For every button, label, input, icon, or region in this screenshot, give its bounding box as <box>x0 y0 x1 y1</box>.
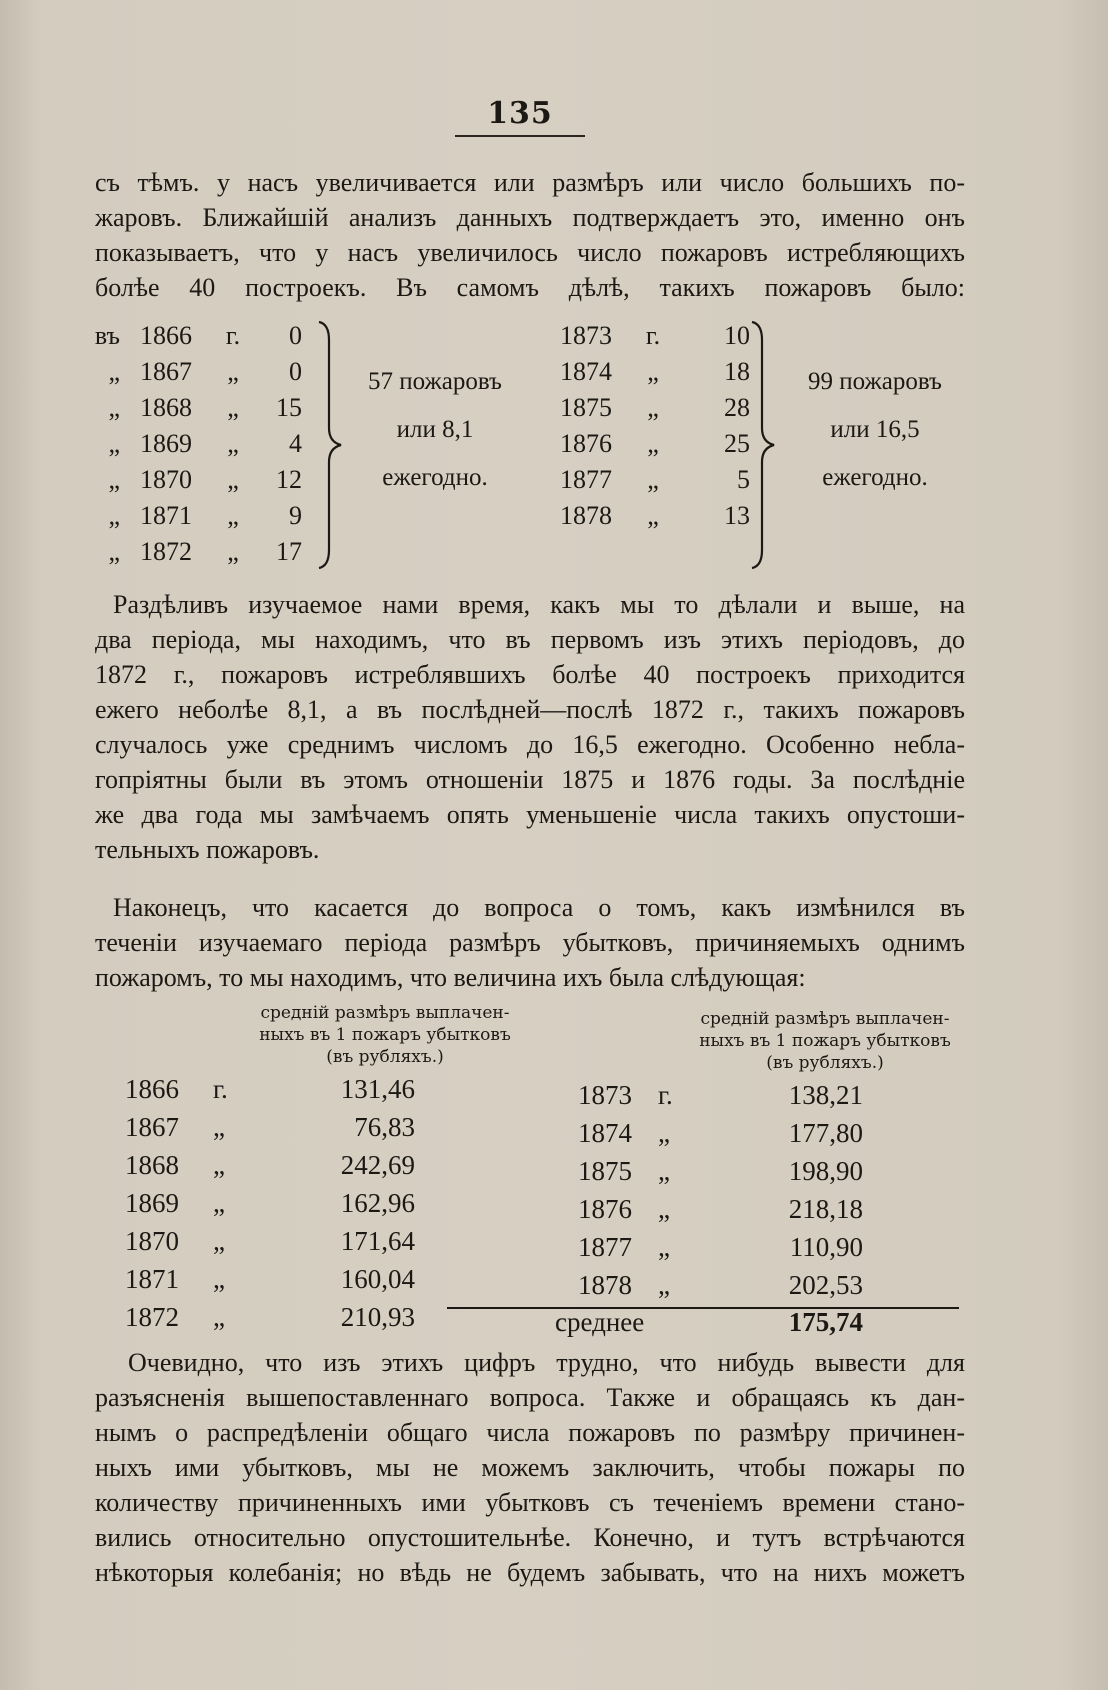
paragraph-2 <box>95 587 965 867</box>
row-year: 1874 <box>560 357 612 386</box>
row-value: 160,04 <box>340 1264 415 1294</box>
row-value: 110,90 <box>789 1232 863 1262</box>
text-line: ныхъ ими убытковъ, мы не можемъ заключить, чтобы пожары по <box>95 1453 965 1482</box>
row-value: 171,64 <box>340 1226 415 1256</box>
header-line: (въ рубляхъ.) <box>326 1047 444 1067</box>
page-number-rule <box>455 135 585 137</box>
header-line: (въ рубляхъ.) <box>766 1053 884 1073</box>
row-mark: „ <box>647 465 659 494</box>
summary-line: 99 пожаровъ <box>808 368 942 395</box>
row-value: 10 <box>724 321 750 350</box>
row-year: 1876 <box>560 429 612 458</box>
text-line: показываетъ, что у насъ увеличилось число пожаровъ истребляющихъ <box>95 238 965 267</box>
row-year: 1877 <box>560 465 612 494</box>
row-year: 1873 <box>578 1080 632 1110</box>
losses-row <box>125 1298 425 1336</box>
left-summary <box>340 358 530 502</box>
row-value: 18 <box>724 357 750 386</box>
row-value: 218,18 <box>788 1194 863 1224</box>
row-mark: „ <box>227 429 239 458</box>
fires-row <box>80 534 310 570</box>
row-value: 25 <box>724 429 750 458</box>
row-value: 17 <box>276 537 302 566</box>
row-year: 1870 <box>125 1226 179 1256</box>
text-line: нѣкоторыя колебанія; но вѣдь не будемъ забывать, что на нихъ можетъ <box>95 1558 965 1587</box>
row-mark: „ <box>213 1150 225 1180</box>
row-year: 1878 <box>578 1270 632 1300</box>
row-mark: „ <box>658 1118 670 1148</box>
summary-line: ежегодно. <box>822 464 928 491</box>
paragraph-4 <box>95 1345 965 1590</box>
text-line: тельныхъ пожаровъ. <box>95 835 320 864</box>
row-value: 210,93 <box>340 1302 415 1332</box>
fires-row <box>80 426 310 462</box>
right-brace <box>748 320 778 570</box>
header-line: средній размѣръ выплачен- <box>260 1003 510 1023</box>
row-year: 1877 <box>578 1232 632 1262</box>
row-prefix: „ <box>108 429 120 458</box>
row-mark: „ <box>213 1226 225 1256</box>
row-value: 15 <box>276 393 302 422</box>
losses-row <box>578 1114 898 1152</box>
row-mark: „ <box>658 1194 670 1224</box>
row-mark: „ <box>647 393 659 422</box>
row-mark: „ <box>658 1270 670 1300</box>
fires-row <box>80 498 310 534</box>
average-label: среднее <box>555 1307 645 1337</box>
row-mark: „ <box>227 465 239 494</box>
row-value: 162,96 <box>340 1188 415 1218</box>
row-mark: г. <box>645 321 661 350</box>
text-line: случалось уже среднимъ числомъ до 16,5 ежегодно. Особенно небла- <box>95 730 965 759</box>
losses-row <box>578 1266 898 1304</box>
summary-line: или 16,5 <box>830 416 920 443</box>
header-line: ныхъ въ 1 пожаръ убытковъ <box>259 1025 511 1045</box>
text-line: нымъ о распредѣленіи общаго числа пожаровъ по размѣру причинен- <box>95 1418 965 1447</box>
text-line: Раздѣливъ изучаемое нами время, какъ мы то дѣлали и выше, на <box>113 590 965 619</box>
row-mark: г. <box>213 1074 228 1104</box>
row-mark: г. <box>658 1080 673 1110</box>
row-mark: „ <box>647 429 659 458</box>
row-mark: „ <box>227 393 239 422</box>
row-year: 1867 <box>125 1112 179 1142</box>
row-prefix: „ <box>108 465 120 494</box>
row-value: 28 <box>724 393 750 422</box>
fires-row <box>80 354 310 390</box>
fires-row <box>80 318 310 354</box>
row-year: 1871 <box>140 501 192 530</box>
row-year: 1866 <box>125 1074 179 1104</box>
row-value: 4 <box>289 429 302 458</box>
row-mark: „ <box>213 1302 225 1332</box>
row-value: 242,69 <box>340 1150 415 1180</box>
text-line: ежего неболѣе 8,1, а въ послѣдней—послѣ 1872 г., такихъ пожаровъ <box>95 695 965 724</box>
row-prefix: „ <box>108 501 120 530</box>
row-value: 9 <box>289 501 302 530</box>
paragraph-3 <box>95 890 965 995</box>
text-line: вились относительно опустошительнѣе. Конечно, и тутъ встрѣчаются <box>95 1523 965 1552</box>
row-prefix: „ <box>108 537 120 566</box>
losses-row <box>125 1108 425 1146</box>
row-mark: „ <box>647 501 659 530</box>
text-line: пожаромъ, то мы находимъ, что величина ихъ была слѣдующая: <box>95 963 806 992</box>
row-prefix: „ <box>108 357 120 386</box>
losses-row <box>578 1228 898 1266</box>
row-mark: „ <box>658 1156 670 1186</box>
row-year: 1874 <box>578 1118 632 1148</box>
row-mark: „ <box>213 1188 225 1218</box>
row-year: 1869 <box>140 429 192 458</box>
row-mark: „ <box>647 357 659 386</box>
row-value: 0 <box>289 357 302 386</box>
row-prefix: въ <box>94 321 120 350</box>
row-prefix: „ <box>108 393 120 422</box>
row-value: 138,21 <box>788 1080 863 1110</box>
losses-header-right <box>690 1008 960 1074</box>
row-year: 1875 <box>560 393 612 422</box>
text-line: съ тѣмъ. у насъ увеличивается или размѣръ или число большихъ по- <box>95 168 965 197</box>
losses-row <box>125 1260 425 1298</box>
right-summary <box>780 358 970 502</box>
row-year: 1872 <box>140 537 192 566</box>
row-year: 1873 <box>560 321 612 350</box>
row-value: 76,83 <box>354 1112 415 1142</box>
fires-row <box>560 318 820 354</box>
row-year: 1868 <box>140 393 192 422</box>
paragraph-1 <box>95 165 965 305</box>
text-line: болѣе 40 построекъ. Въ самомъ дѣлѣ, такихъ пожаровъ было: <box>95 273 965 302</box>
header-line: ныхъ въ 1 пожаръ убытковъ <box>699 1031 951 1051</box>
text-line: Очевидно, что изъ этихъ цифръ трудно, что нибудь вывести для <box>128 1348 965 1377</box>
text-line: гопріятны были въ этомъ отношеніи 1875 и 1876 годы. За послѣдніе <box>95 765 965 794</box>
fires-row <box>80 462 310 498</box>
text-line: Наконецъ, что касается до вопроса о томъ, какъ измѣнился въ <box>113 893 965 922</box>
losses-row <box>578 1190 898 1228</box>
row-mark: „ <box>227 501 239 530</box>
text-line: жаровъ. Ближайшій анализъ данныхъ подтверждаетъ это, именно онъ <box>95 203 965 232</box>
fires-row <box>560 498 820 534</box>
page-number: 135 <box>487 96 553 131</box>
row-value: 0 <box>289 321 302 350</box>
losses-row <box>125 1070 425 1108</box>
summary-line: или 8,1 <box>396 416 474 443</box>
row-mark: „ <box>213 1264 225 1294</box>
row-value: 198,90 <box>788 1156 863 1186</box>
losses-row <box>125 1146 425 1184</box>
row-year: 1875 <box>578 1156 632 1186</box>
row-value: 13 <box>724 501 750 530</box>
losses-row <box>578 1152 898 1190</box>
header-line: средній размѣръ выплачен- <box>700 1009 950 1029</box>
text-line: количеству причиненныхъ ими убытковъ съ теченіемъ времени стано- <box>95 1488 965 1517</box>
row-year: 1871 <box>125 1264 179 1294</box>
losses-row <box>578 1076 898 1114</box>
text-line: 1872 г., пожаровъ истреблявшихъ болѣе 40 построекъ приходится <box>95 660 965 689</box>
row-year: 1876 <box>578 1194 632 1224</box>
row-year: 1870 <box>140 465 192 494</box>
row-value: 12 <box>276 465 302 494</box>
average-value: 175,74 <box>788 1307 863 1337</box>
row-value: 202,53 <box>788 1270 863 1300</box>
summary-line: ежегодно. <box>382 464 488 491</box>
losses-row <box>125 1184 425 1222</box>
fires-table <box>80 318 980 573</box>
row-mark: „ <box>658 1232 670 1262</box>
row-year: 1868 <box>125 1150 179 1180</box>
text-line: теченіи изучаемаго періода размѣръ убытковъ, причиняемыхъ однимъ <box>95 928 965 957</box>
text-line: же два года мы замѣчаемъ опять уменьшеніе числа такихъ опустоши- <box>95 800 965 829</box>
losses-header-left <box>250 1002 520 1068</box>
losses-average-row <box>555 1303 955 1341</box>
row-value: 131,46 <box>340 1074 415 1104</box>
fires-row <box>80 390 310 426</box>
row-mark: „ <box>227 537 239 566</box>
row-mark: „ <box>213 1112 225 1142</box>
row-mark: „ <box>227 357 239 386</box>
row-year: 1866 <box>140 321 192 350</box>
summary-line: 57 пожаровъ <box>368 368 502 395</box>
row-year: 1869 <box>125 1188 179 1218</box>
text-line: два періода, мы находимъ, что въ первомъ изъ этихъ періодовъ, до <box>95 625 965 654</box>
row-year: 1872 <box>125 1302 179 1332</box>
row-year: 1878 <box>560 501 612 530</box>
row-year: 1867 <box>140 357 192 386</box>
text-line: разъясненія вышепоставленнаго вопроса. Также и обращаясь къ дан- <box>95 1383 965 1412</box>
row-value: 5 <box>737 465 750 494</box>
row-mark: г. <box>225 321 241 350</box>
row-value: 177,80 <box>788 1118 863 1148</box>
losses-row <box>125 1222 425 1260</box>
